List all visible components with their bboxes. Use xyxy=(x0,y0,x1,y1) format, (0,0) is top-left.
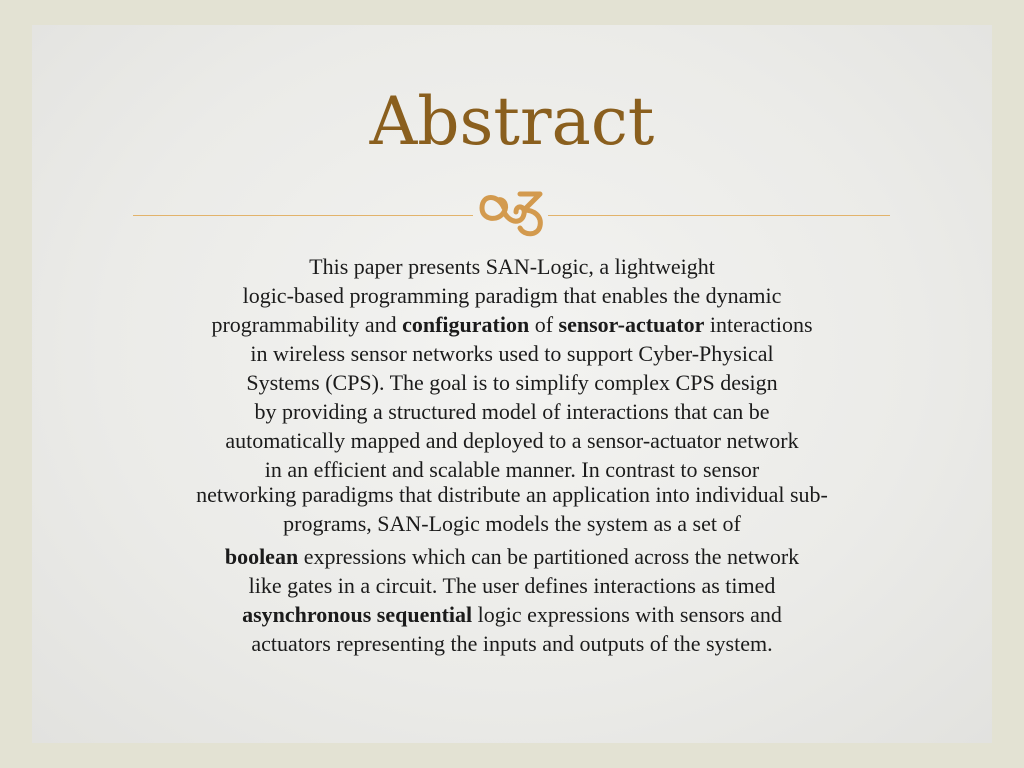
emphasized-term: asynchronous sequential xyxy=(242,602,473,627)
abstract-line xyxy=(96,339,928,368)
slide-title: Abstract xyxy=(369,83,655,160)
abstract-line xyxy=(96,600,928,629)
abstract-body xyxy=(96,252,928,658)
abstract-line xyxy=(96,281,928,310)
text-run: programmability and xyxy=(211,312,403,337)
emphasized-term: sensor-actuator xyxy=(558,312,705,337)
text-run: logic expressions with sensors and xyxy=(472,602,782,627)
text-run: programs, SAN-Logic models the system as a set of xyxy=(283,511,741,536)
text-run: Systems (CPS). The goal is to simplify complex CPS design xyxy=(246,370,778,395)
text-run: interactions xyxy=(704,312,813,337)
divider-right xyxy=(548,215,890,216)
abstract-line xyxy=(96,506,928,542)
abstract-line xyxy=(96,426,928,455)
text-run: logic-based programming paradigm that enables the dynamic xyxy=(242,283,782,308)
abstract-line xyxy=(96,629,928,658)
abstract-line xyxy=(96,542,928,571)
abstract-line xyxy=(96,252,928,281)
emphasized-term: boolean xyxy=(224,544,299,569)
text-run: in wireless sensor networks used to support Cyber-Physical xyxy=(250,341,774,366)
text-run: automatically mapped and deployed to a sensor-actuator network xyxy=(225,428,799,453)
abstract-line xyxy=(96,368,928,397)
emphasized-term: configuration xyxy=(402,312,530,337)
text-run: by providing a structured model of interactions that can be xyxy=(254,399,770,424)
text-run: This paper presents SAN-Logic, a lightweight xyxy=(309,254,715,279)
text-run: like gates in a circuit. The user defines interactions as timed xyxy=(248,573,776,598)
abstract-line xyxy=(96,455,928,484)
abstract-line xyxy=(96,397,928,426)
text-run: expressions which can be partitioned across the network xyxy=(298,544,800,569)
abstract-line xyxy=(96,310,928,339)
decorative-flourish-icon xyxy=(474,184,550,240)
text-run: actuators representing the inputs and outputs of the system. xyxy=(251,631,773,656)
text-run: in an efficient and scalable manner. In contrast to sensor xyxy=(264,457,760,482)
divider-left xyxy=(133,215,473,216)
abstract-line xyxy=(96,484,928,506)
text-run: networking paradigms that distribute an application into individual sub- xyxy=(196,482,828,507)
text-run: of xyxy=(529,312,559,337)
abstract-line xyxy=(96,571,928,600)
